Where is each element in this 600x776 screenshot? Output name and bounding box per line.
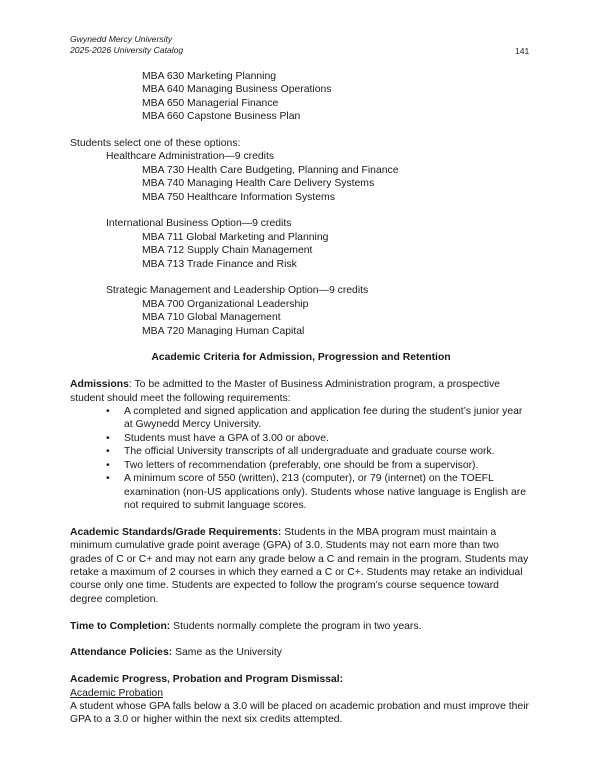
header-university: Gwynedd Mercy University (70, 34, 173, 44)
catalog-content (70, 70, 532, 727)
option-course: MBA 750 Healthcare Information Systems (142, 191, 335, 203)
admissions-paragraph (70, 378, 532, 405)
attendance-paragraph (70, 646, 532, 659)
requirement-item: • Two letters of recommendation (preferably, one should be from a supervisor). (106, 459, 532, 472)
requirement-item: • The official University transcripts of all undergraduate and graduate course work. (106, 445, 532, 458)
completion-label: Time to Completion: (70, 620, 171, 632)
progress-heading: Academic Progress, Probation and Program Dismissal: (70, 674, 344, 686)
admissions-text: : To be admitted to the Master of Business Administration program, a prospective student should meet the following requirements: (70, 379, 501, 404)
option-course: MBA 710 Global Management (142, 312, 281, 324)
probation-subheading: Academic Probation (70, 687, 163, 699)
requirement-item: • A minimum score of 550 (written), 213 (computer), or 79 (internet) on the TOEFL examination (non-US applications only). Students whose native language is English are not required to submit language scores. (106, 472, 532, 512)
option-course: MBA 740 Managing Health Care Delivery Systems (142, 178, 375, 190)
core-course: MBA 660 Capstone Business Plan (142, 111, 301, 123)
option-course: MBA 700 Organizational Leadership (142, 298, 309, 310)
completion-paragraph (70, 620, 532, 633)
standards-label: Academic Standards/Grade Requirements: (70, 526, 282, 538)
option-title: Strategic Management and Leadership Option—9 credits (106, 285, 369, 297)
page-number: 141 (515, 46, 530, 56)
option-course: MBA 711 Global Marketing and Planning (142, 231, 329, 243)
option-title: Healthcare Administration—9 credits (106, 151, 275, 163)
core-course: MBA 640 Managing Business Operations (142, 84, 332, 96)
admissions-requirements (70, 405, 532, 512)
option-course: MBA 730 Health Care Budgeting, Planning and Finance (142, 164, 399, 176)
probation-text: A student whose GPA falls below a 3.0 will be placed on academic probation and must improve their GPA to a 3.0 or higher within the next six credits attempted. (70, 700, 529, 726)
option-course: MBA 713 Trade Finance and Risk (142, 258, 297, 270)
option-course: MBA 712 Supply Chain Management (142, 245, 313, 257)
attendance-label: Attendance Policies: (70, 647, 173, 659)
option-course: MBA 720 Managing Human Capital (142, 325, 305, 337)
options-intro: Students select one of these options: (70, 138, 241, 150)
option-title: International Business Option—9 credits (106, 218, 292, 230)
requirement-item: • A completed and signed application and application fee during the student’s junior year at Gwynedd Mercy University. (106, 405, 532, 432)
standards-text: Students in the MBA program must maintain a minimum cumulative grade point average (GPA) of 3.0. Students may not earn more than two grades of C or C+ and may not earn any grade below a C and remain in the program. Students may retake a maximum of 2 courses in which they earned a C or C+. Students may retake an individual course only one time. Students are expected to follow the program’s course sequence toward degree completion. (70, 526, 529, 605)
core-course: MBA 630 Marketing Planning (142, 71, 277, 82)
criteria-heading: Academic Criteria for Admission, Progression and Retention (151, 352, 451, 364)
attendance-text: Same as the University (172, 647, 282, 659)
admissions-label: Admissions (70, 379, 129, 391)
completion-text: Students normally complete the program in two years. (170, 620, 422, 632)
standards-paragraph (70, 526, 532, 606)
header-catalog: 2025-2026 University Catalog (70, 45, 184, 55)
core-course: MBA 650 Managerial Finance (142, 97, 279, 109)
requirement-item: • Students must have a GPA of 3.00 or above. (106, 432, 532, 445)
